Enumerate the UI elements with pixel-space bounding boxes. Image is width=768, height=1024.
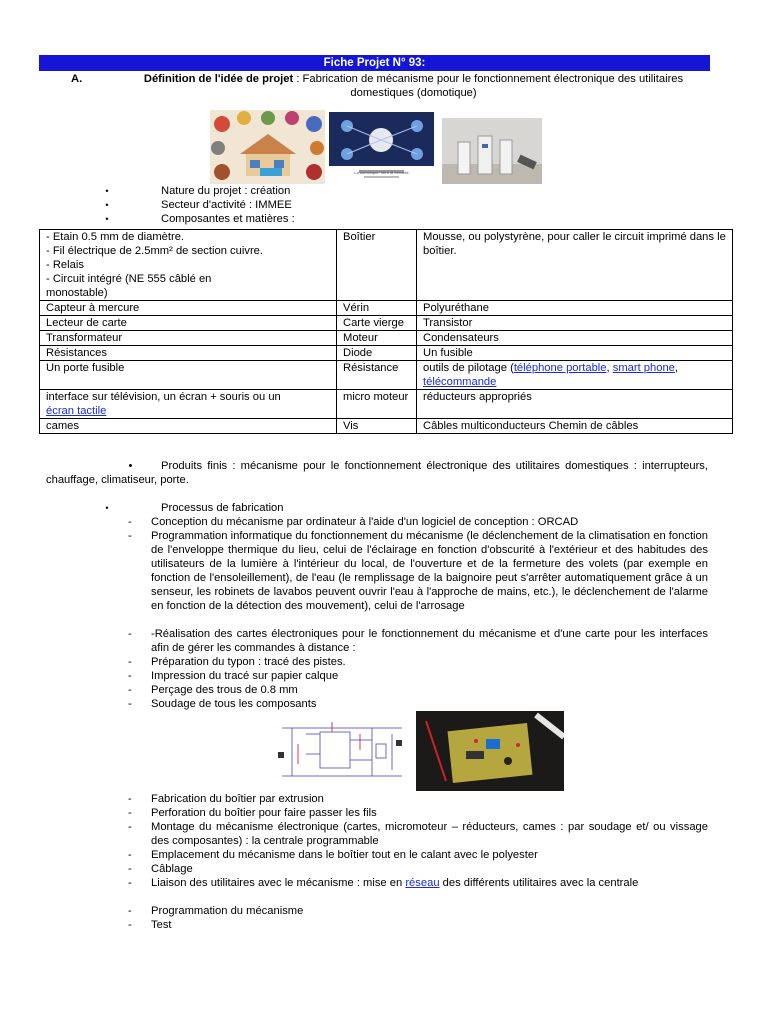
table-row	[40, 301, 733, 316]
item-text: -Réalisation des cartes électroniques pour le fonctionnement du mécanisme et d'une carte pour les interfaces afin de gérer les commandes à distance :	[151, 628, 708, 654]
produits-finis	[46, 459, 708, 487]
item-text: Fabrication du boîtier par extrusion	[151, 793, 324, 805]
bullet-text: Composantes et matières :	[161, 213, 295, 225]
dash-marker: -	[128, 821, 132, 833]
process-title-row	[100, 501, 710, 515]
table-cell: Un porte fusible	[40, 361, 337, 390]
list-item	[128, 627, 708, 655]
components-table	[39, 229, 733, 434]
section-letter: A.	[71, 73, 83, 85]
table-cell: Mousse, ou polystyrène, pour caller le circuit imprimé dans le boîtier.	[417, 230, 733, 301]
dash-marker: -	[128, 670, 132, 682]
list-item	[128, 669, 708, 683]
table-cell: Boîtier	[337, 230, 417, 301]
list-item	[128, 515, 708, 529]
item-text: Conception du mécanisme par ordinateur à l'aide d'un logiciel de conception : ORCAD	[151, 516, 579, 528]
link-ecran-tactile[interactable]: écran tactile	[46, 405, 107, 417]
item-text: Test	[151, 919, 172, 931]
table-cell: cames	[40, 419, 337, 434]
item-text: Emplacement du mécanisme dans le boîtier tout en le calant avec le polyester	[151, 849, 538, 861]
liaison-text: des différents utilitaires avec la centrale	[439, 877, 639, 889]
table-cell: Moteur	[337, 331, 417, 346]
dash-marker: -	[128, 516, 132, 528]
item-text: Préparation du typon : tracé des pistes.	[151, 656, 346, 668]
table-row	[40, 361, 733, 390]
table-cell: Un fusible	[417, 346, 733, 361]
item-text: Soudage de tous les composants	[151, 698, 317, 710]
cell-line: monostable)	[46, 287, 108, 299]
table-cell: Capteur à mercure	[40, 301, 337, 316]
link-telephone-portable[interactable]: téléphone portable	[513, 362, 607, 374]
pcb-photo	[416, 711, 564, 791]
table-cell: Condensateurs	[417, 331, 733, 346]
dash-marker: -	[128, 877, 132, 889]
table-cell: Polyuréthane	[417, 301, 733, 316]
dash-marker: -	[128, 684, 132, 696]
list-item	[128, 820, 708, 848]
section-heading: Définition de l'idée de projet	[143, 73, 294, 85]
list-item	[128, 904, 708, 918]
table-row	[40, 390, 733, 419]
section-definition	[116, 72, 711, 100]
bullet-text: Secteur d'activité : IMMEE	[161, 199, 292, 211]
item-text: Montage du mécanisme électronique (cartes, micromoteur – réducteurs, cames : par soudage et/ ou vissage des composantes) : la centrale programmable	[151, 821, 708, 847]
dash-marker: -	[128, 793, 132, 805]
table-cell	[417, 361, 733, 390]
table-row	[40, 346, 733, 361]
bullet-dot: •	[105, 214, 109, 224]
devices-photo	[442, 118, 542, 184]
process-section	[100, 501, 710, 515]
table-cell: Résistance	[337, 361, 417, 390]
table-cell: réducteurs appropriés	[417, 390, 733, 419]
table-cell: Câbles multiconducteurs Chemin de câbles	[417, 419, 733, 434]
section-text: : Fabrication de mécanisme pour le fonctionnement électronique des utilitaires domestiques (domotique)	[293, 73, 684, 99]
table-row	[40, 316, 733, 331]
cell-line: - Etain 0.5 mm de diamètre.	[46, 231, 185, 243]
dash-marker: -	[128, 656, 132, 668]
cell-line: - Circuit intégré (NE 555 câblé en	[46, 273, 212, 285]
table-cell	[40, 390, 337, 419]
dash-marker: -	[128, 530, 132, 542]
dash-marker: -	[128, 849, 132, 861]
table-cell: Transistor	[417, 316, 733, 331]
link-telecommande[interactable]: télécommande	[423, 376, 497, 388]
image-caption: La domotique: Vers la Sécurité	[354, 170, 409, 175]
bullet-dot: •	[105, 186, 109, 196]
list-item	[128, 918, 708, 932]
item-text: Câblage	[151, 863, 193, 875]
table-cell: Vis	[337, 419, 417, 434]
cell-text: ,	[606, 362, 613, 374]
table-cell: Diode	[337, 346, 417, 361]
item-text	[151, 876, 708, 890]
link-reseau[interactable]: réseau	[405, 877, 440, 889]
list-item	[128, 876, 708, 890]
item-text: Impression du tracé sur papier calque	[151, 670, 339, 682]
table-cell	[40, 230, 337, 301]
item-text: Perçage des trous de 0.8 mm	[151, 684, 298, 696]
table-cell: Vérin	[337, 301, 417, 316]
list-item	[128, 806, 708, 820]
bullet-text: Nature du projet : création	[161, 185, 291, 197]
table-cell: Transformateur	[40, 331, 337, 346]
bullet-dot: •	[105, 200, 109, 210]
circuit-schematic-image	[272, 714, 417, 790]
dash-marker: -	[128, 698, 132, 710]
table-cell: Carte vierge	[337, 316, 417, 331]
table-cell: Lecteur de carte	[40, 316, 337, 331]
link-smart-phone[interactable]: smart phone	[612, 362, 675, 374]
cell-text: interface sur télévision, un écran + souris ou un	[46, 391, 281, 403]
table-row	[40, 419, 733, 434]
list-item	[128, 862, 708, 876]
domotics-house-image	[210, 110, 325, 184]
table-row	[40, 230, 733, 301]
list-item	[128, 848, 708, 862]
list-item	[128, 683, 708, 697]
item-text: Programmation informatique du fonctionnement du mécanisme (le déclenchement de la climatisation en fonction de l'enveloppe thermique du lieu, celui de l'éclairage en fonction d'obscurité à l'extérieur et des habitudes des utilisateurs de la lumière à l'intérieur du local, de l'ouverture et de la fermeture des volets (par exemple en fonction de l'ensoleillement), de l'eau (le remplissage de la baignoire peut s'arrêter automatiquement grâce à un senseur, les robinets de lavabos peuvent ouvrir l'eau à l'approche de mains, etc.), le déclenchement de l'alarme en fonction de la détection des mouvement), celui de l'arrosage	[151, 530, 708, 612]
list-item	[128, 529, 708, 613]
item-text: Perforation du boîtier pour faire passer les fils	[151, 807, 377, 819]
bullet-dot: •	[105, 503, 109, 513]
dash-marker: -	[128, 628, 132, 640]
list-item	[128, 697, 708, 711]
cell-line: - Fil électrique de 2.5mm² de section cuivre.	[46, 245, 263, 257]
table-cell: Résistances	[40, 346, 337, 361]
list-item	[128, 792, 708, 806]
item-text: Programmation du mécanisme	[151, 905, 304, 917]
process-title: Processus de fabrication	[161, 502, 284, 514]
dash-marker: -	[128, 919, 132, 931]
dash-marker: -	[128, 807, 132, 819]
project-banner: Fiche Projet N° 93:	[39, 55, 710, 71]
produits-text: Produits finis : mécanisme pour le fonctionnement électronique des utilitaires domestiques : interrupteurs, chauffage, climatiseur, porte.	[46, 460, 708, 486]
table-row	[40, 331, 733, 346]
dash-marker: -	[128, 863, 132, 875]
cell-text: outils de pilotage (	[423, 362, 514, 374]
liaison-text: Liaison des utilitaires avec le mécanisme : mise en	[151, 877, 406, 889]
table-cell: micro moteur	[337, 390, 417, 419]
dash-marker: -	[128, 905, 132, 917]
cell-text: ,	[674, 362, 679, 374]
bullet-dot: •	[128, 460, 133, 472]
cell-line: - Relais	[46, 259, 84, 271]
list-item	[128, 655, 708, 669]
